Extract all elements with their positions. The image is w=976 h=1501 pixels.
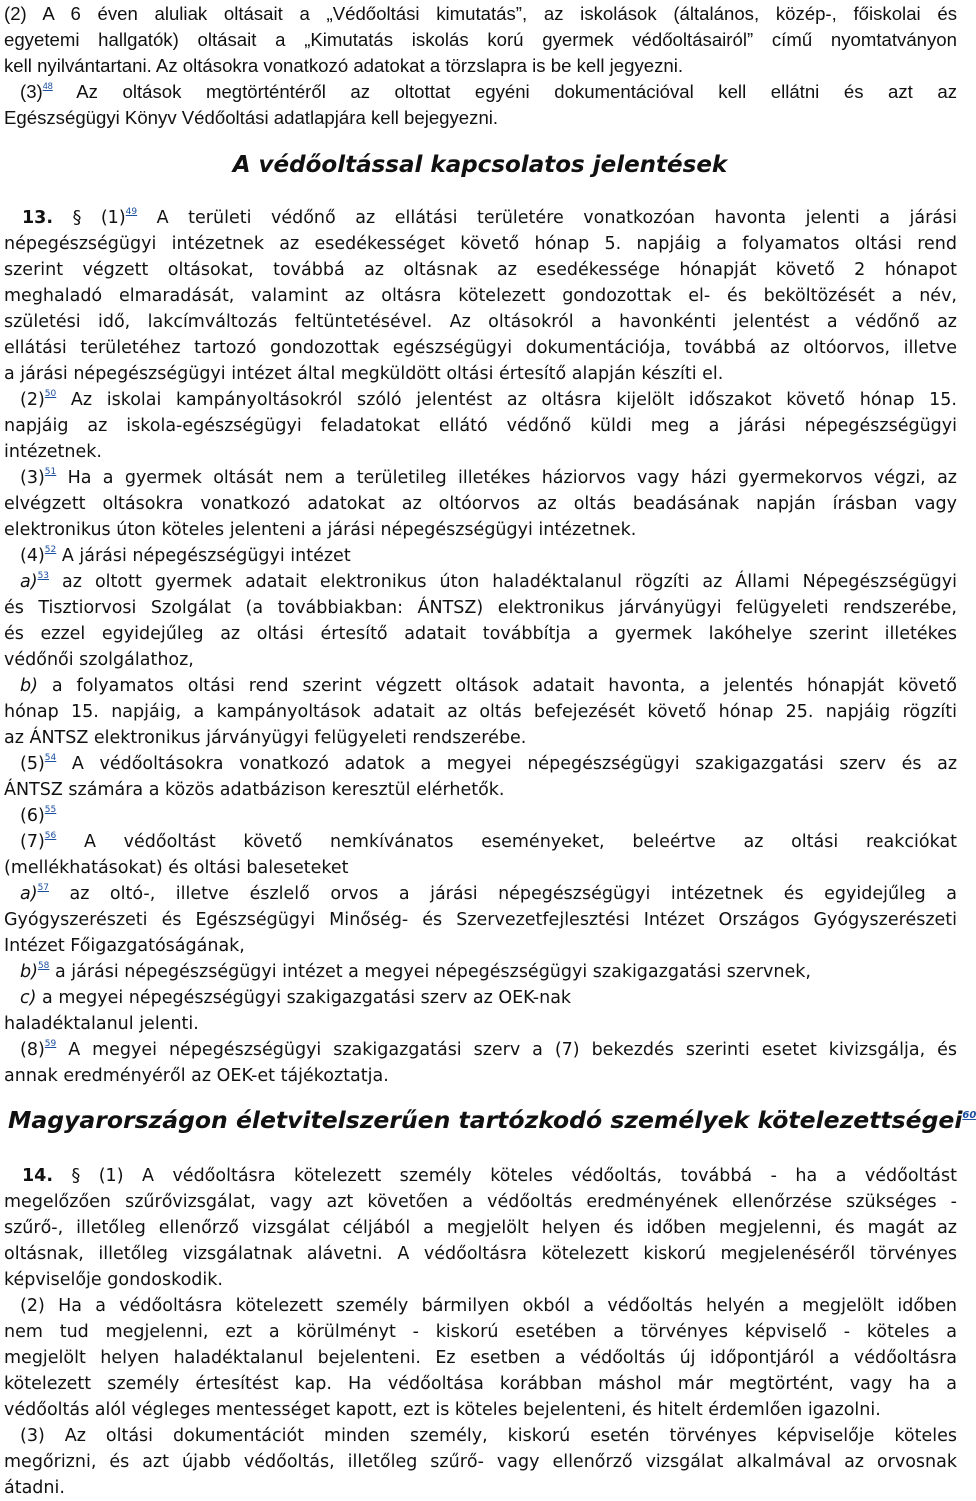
point-line: [20, 959, 957, 985]
footnote-link-50[interactable]: 50: [44, 389, 57, 399]
footnote-link-56[interactable]: 56: [44, 831, 57, 841]
footnote-link-48[interactable]: 48: [42, 81, 53, 91]
footnote-link-55[interactable]: 55: [44, 805, 57, 815]
section-sign: §: [71, 1166, 81, 1186]
text-span: A járási népegészségügyi intézet: [61, 546, 351, 566]
heading-text: Magyarországon életvitelszerűen tartózkodó személyek kötelezettségei: [8, 1106, 963, 1134]
section-13-line: [4, 205, 957, 231]
point-label: c): [20, 988, 37, 1008]
text-line: kell nyilvántartani. Az oltásokra vonatkozó adatokat a törzslapra is be kell jegyezni.: [4, 55, 684, 76]
footnote-link-49[interactable]: 49: [125, 207, 138, 217]
text-line: szerint végzett oltásokat, továbbá az oltásnak az esedékessége hónapját követő 2 hónapot: [4, 260, 957, 280]
text-span: Ha a gyermek oltását nem a területileg illetékes háziorvos vagy házi gyermekorvos végzi, az: [67, 468, 957, 488]
footnote-link-60[interactable]: 60: [962, 1110, 976, 1121]
paragraph-number: (5): [20, 754, 45, 774]
text-line: (2) Ha a védőoltásra kötelezett személy bármilyen okból a védőoltás helyén a megjelölt időben: [20, 1296, 957, 1316]
footnote-link-51[interactable]: 51: [44, 467, 57, 477]
paragraph-number: (3): [20, 468, 45, 488]
footnote-link-59[interactable]: 59: [44, 1039, 57, 1049]
paragraph-line: [20, 1037, 957, 1063]
text-span: Az oltások megtörténtéről az oltottat egyéni dokumentációval kell ellátni és azt az: [76, 81, 958, 102]
text-line: (mellékhatásokat) és oltási baleseteket: [4, 858, 349, 878]
paragraph-number: (4): [20, 546, 45, 566]
paragraph-3-line: [20, 79, 957, 105]
section-number: 13.: [22, 208, 54, 228]
text-line: az ÁNTSZ elektronikus járványügyi felügyeleti rendszerébe.: [4, 728, 527, 748]
text-line: és Tisztiorvosi Szolgálat (a továbbiakban: ÁNTSZ) elektronikus járványügyi felügyeleti rendszerébe,: [4, 598, 957, 618]
text-span: A területi védőnő az ellátási területére vonatkozóan havonta jelenti a járási: [156, 208, 957, 228]
text-line: ÁNTSZ számára a közös adatbázison keresztül elérhetők.: [4, 780, 505, 800]
section-heading: A védőoltással kapcsolatos jelentések: [232, 152, 728, 178]
text-line: oltásnak, illetőleg vizsgálatnak alávetni. A védőoltásra kötelezett kiskorú megjelenéséről törvényes: [4, 1244, 957, 1264]
text-line: meghaladó elmaradását, valamint az oltásra kötelezett gondozottak el- és beköltözését a név,: [4, 286, 957, 306]
section-14-line: [4, 1163, 957, 1189]
point-label: b): [20, 676, 38, 696]
text-line: megelőzően szűrővizsgálat, vagy azt követően a védőoltás eredményének ellenőrzése szükséges -: [4, 1192, 957, 1212]
paragraph-line: [20, 543, 957, 569]
paragraph-number: (6): [20, 806, 45, 826]
point-label: a): [20, 572, 38, 592]
text-line: annak eredményéről az OEK-et tájékoztatja.: [4, 1066, 389, 1086]
text-line: (3) Az oltási dokumentációt minden személy, kiskorú esetén törvényes képviselője köteles: [20, 1426, 957, 1446]
text-span: a járási népegészségügyi intézet a megyei népegészségügyi szakigazgatási szervnek,: [54, 962, 811, 982]
text-span: A megyei népegészségügyi szakigazgatási szerv a (7) bekezdés szerinti esetet kivizsgálja, és: [68, 1040, 957, 1060]
text-line: szűrő-, illetőleg ellenőrző vizsgálat céljából a megjelölt helyen és időben megjelenni, és magát az: [4, 1218, 957, 1238]
text-span: az oltott gyermek adatait elektronikus úton haladéktalanul rögzíti az Állami Népegészségügyi: [62, 572, 957, 592]
text-span: (1) A védőoltásra kötelezett személy köteles védőoltás, továbbá - ha a védőoltást: [98, 1166, 957, 1186]
paragraph-line: [20, 751, 957, 777]
text-line: elektronikus úton köteles jelenteni a járási népegészségügyi intézetnek.: [4, 520, 637, 540]
text-line: és ezzel egyidejűleg az oltási értesítő adatait továbbítja a gyermek lakóhelye szerint illetékes: [4, 624, 957, 644]
section-heading: [8, 1106, 976, 1134]
paragraph-line: [20, 829, 957, 855]
text-span: Az iskolai kampányoltásokról szóló jelentést az oltásra kijelölt időszakot követő hónap 15.: [70, 390, 957, 410]
point-line: [20, 881, 957, 907]
text-span: A védőoltást követő nemkívánatos eseményeket, beleértve az oltási reakciókat: [83, 832, 957, 852]
point-label: b): [20, 962, 38, 982]
footnote-link-58[interactable]: 58: [37, 961, 50, 971]
text-line: (2) A 6 éven aluliak oltásait a „Védőoltási kimutatás”, az iskolások (általános, közép-, főiskolai és: [4, 3, 957, 24]
text-line: védőoltás alól végleges mentességet kapott, ezt is köteles bejelenteni, és hitelt érdemlően igazolni.: [4, 1400, 881, 1420]
paragraph-number: (7): [20, 832, 45, 852]
point-line: [20, 673, 957, 699]
point-line: [20, 569, 957, 595]
text-line: ellátási területéhez tartozó gondozottak egészségügyi dokumentációja, továbbá az oltóorvos, illetve: [4, 338, 957, 358]
text-line: megjelölt helyen haladéktalanul bejelenteni. Ez esetben a védőoltás új időpontjáról a védőoltásra: [4, 1348, 957, 1368]
paragraph-number: (3): [20, 81, 43, 102]
text-span: az oltó-, illetve észlelő orvos a járási népegészségügyi intézetnek és egyidejűleg a: [69, 884, 957, 904]
paragraph-line: [20, 387, 957, 413]
text-line: védőnői szolgálathoz,: [4, 650, 194, 670]
text-line: népegészségügyi intézetnek az esedékességet követő hónap 5. napjáig a folyamatos oltási rend: [4, 234, 957, 254]
text-line: Egészségügyi Könyv Védőoltási adatlapjára kell bejegyezni.: [4, 107, 499, 128]
section-sign: §: [72, 208, 82, 228]
paragraph-number: (1): [100, 208, 126, 228]
text-line: haladéktalanul jelenti.: [4, 1014, 199, 1034]
footnote-link-57[interactable]: 57: [37, 883, 50, 893]
paragraph-line: [20, 803, 957, 829]
point-label: a): [20, 884, 38, 904]
paragraph-line: [20, 465, 957, 491]
paragraph-number: (2): [20, 390, 45, 410]
text-line: egyetemi hallgatók) oltásait a „Kimutatás iskolás korú gyermek védőoltásairól” című nyomtatványon: [4, 29, 957, 50]
text-line: intézetnek.: [4, 442, 102, 462]
text-line: elvégzett oltásokra vonatkozó adatokat az oltóorvos az oltás beadásának napján írásban vagy: [4, 494, 957, 514]
footnote-link-53[interactable]: 53: [37, 571, 50, 581]
footnote-link-54[interactable]: 54: [44, 753, 57, 763]
text-span: a megyei népegészségügyi szakigazgatási szerv az OEK-nak: [42, 988, 572, 1008]
footnote-link-52[interactable]: 52: [44, 545, 57, 555]
section-number: 14.: [22, 1166, 54, 1186]
text-span: a folyamatos oltási rend szerint végzett oltások adatait havonta, a jelentés hónapját követő: [51, 676, 957, 696]
text-line: születési idő, lakcímváltozás feltüntetésével. Az oltásokról a havonkénti jelentést a védőnő az: [4, 312, 957, 332]
text-line: Gyógyszerészeti és Egészségügyi Minőség- és Szervezetfejlesztési Intézet Országos Gyógyszerészeti: [4, 910, 957, 930]
text-line: Intézet Főigazgatóságának,: [4, 936, 245, 956]
text-line: napjáig az iskola-egészségügyi feladatokat ellátó védőnő küldi meg a járási népegészségügyi: [4, 416, 957, 436]
text-span: A védőoltásokra vonatkozó adatok a megyei népegészségügyi szakigazgatási szerv és az: [71, 754, 957, 774]
text-line: megőrizni, és azt újabb védőoltás, illetőleg szűrő- vagy ellenőrző vizsgálat alkalmával az orvosnak: [4, 1452, 957, 1472]
text-line: hónap 15. napjáig, a kampányoltások adatait az oltás befejezését követő hónap 25. napjáig rögzíti: [4, 702, 957, 722]
text-line: nem tud megjelenni, ezt a körülményt - kiskorú esetében a törvényes képviselő - köteles a: [4, 1322, 957, 1342]
paragraph-number: (8): [20, 1040, 45, 1060]
text-line: képviselője gondoskodik.: [4, 1270, 223, 1290]
text-line: kötelezett személy értesítést kap. Ha védőoltása korábban máshol már megtörtént, vagy ha a: [4, 1374, 957, 1394]
text-line: átadni.: [4, 1478, 65, 1498]
text-line: a járási népegészségügyi intézet által megküldött oltási értesítő alapján készíti el.: [4, 364, 724, 384]
point-line: [20, 985, 957, 1011]
